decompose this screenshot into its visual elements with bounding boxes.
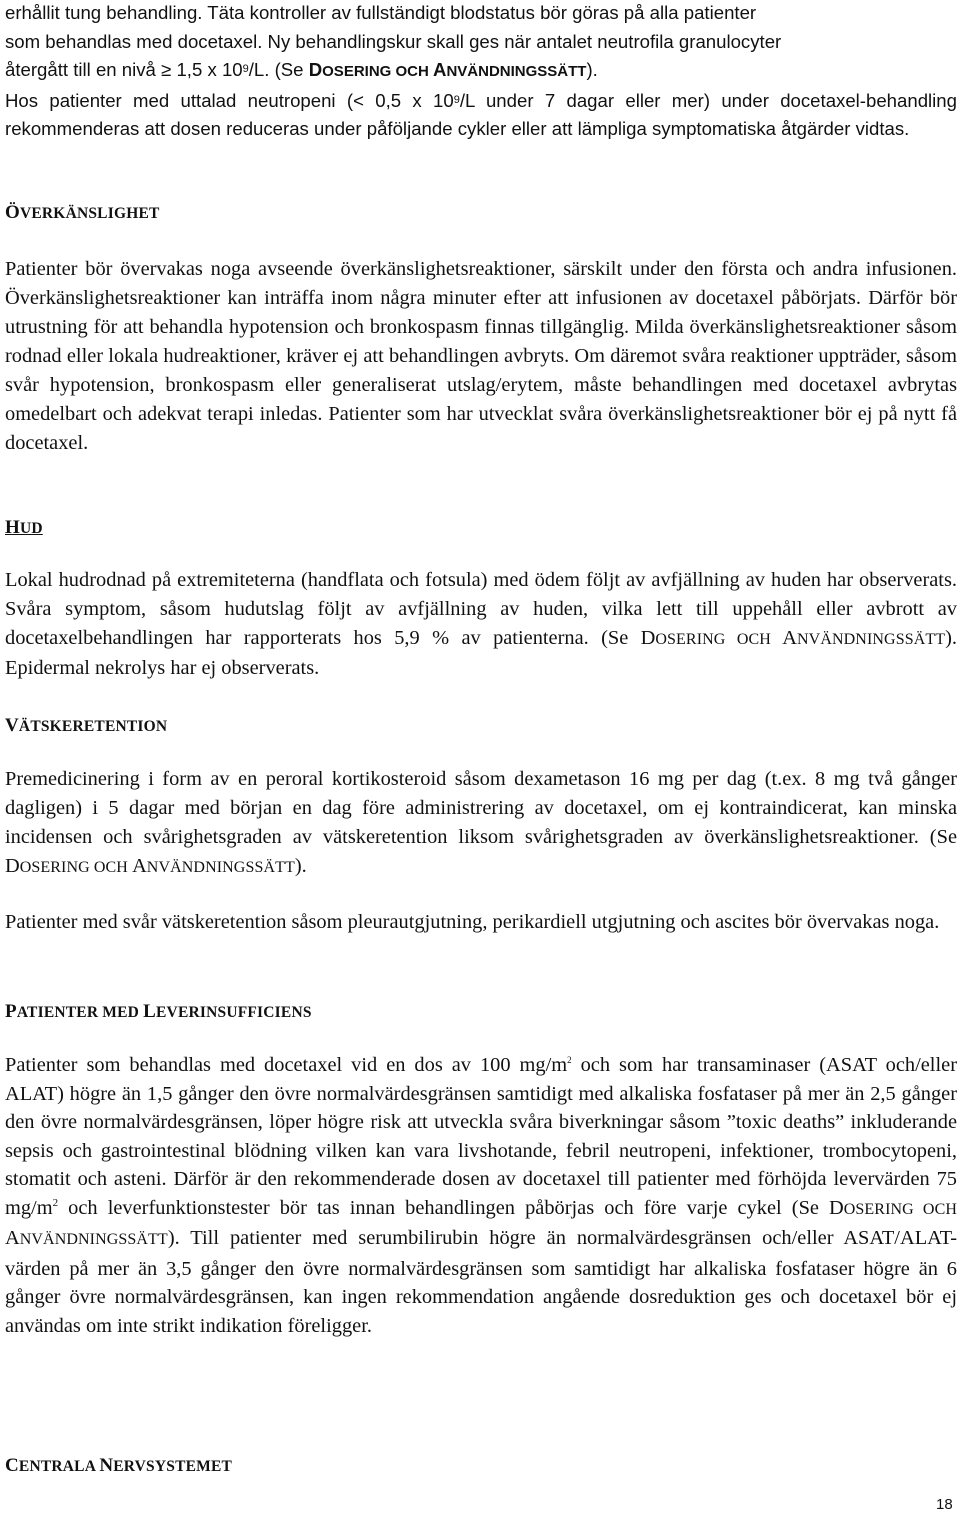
hypersensitivity-heading: ÖVERKÄNSLIGHET [5,202,160,223]
skin-paragraph: Lokal hudrodnad på extremiteterna (handflata och fotsula) med ödem följt av avfjällning av huden har observerats. Svåra symptom, såsom hudutslag följt av avfjällning av huden, vilka lett till uppehåll eller avbrott av docetaxelbehandlingen har rapporterats hos 5,9 % av patienterna. (Se DOSERING OCH ANVÄNDNINGSSÄTT). Epidermal nekrolys har ej observerats. [5,569,957,679]
neutropenia-section [5,0,957,144]
fluid-retention-heading: VÄTSKERETENTION [5,715,168,736]
neutropenia-line-1: erhållit tung behandling. Täta kontroller av fullständigt blodstatus bör göras på alla patienter [5,2,757,23]
fluid-retention-paragraph-1: Premedicinering i form av en peroral kortikosteroid såsom dexametason 16 mg per dag (t.ex. 8 mg två gånger dagligen) i 5 dagar med början en dag före administrering av docetaxel, om ej kontraindicerat, kan minska incidensen och svårighetsgraden av vätskeretention liksom svårighetsgraden av överkänslighetsreaktioner. (Se DOSERING OCH ANVÄNDNINGSSÄTT). [5,768,957,877]
hypersensitivity-paragraph: Patienter bör övervakas noga avseende överkänslighetsreaktioner, särskilt under den första och andra infusionen. Överkänslighetsreaktioner kan inträffa inom några minuter efter att infusionen av docetaxel påbörjats. Därför bör utrustning för att behandla hypotension och bronkospasm finnas tillgänglig. Milda överkänslighetsreaktioner såsom rodnad eller lokala hudreaktioner, kräver ej att behandlingen avbryts. Om däremot svåra reaktioner uppträder, såsom svår hypotension, bronkospasm eller generaliserat utslag/erytem, måste behandlingen med docetaxel avbrytas omedelbart och adekvat terapi inledas. Patienter som har utvecklat svåra överkänslighetsreaktioner bör ej på nytt få docetaxel. [5,258,957,454]
neutropenia-dose-paragraph: Hos patienter med uttalad neutropeni (< 0,5 x $10^9/L$ under 7 dagar eller mer) under docetaxel-behandling rekommenderas att dosen reduceras under påföljande cykler eller att lämpliga symptomatiska åtgärder vidtas. [5,89,957,139]
cross-reference: DOSERING OCH ANVÄNDNINGSSÄTT [640,627,946,649]
cns-heading: CENTRALA NERVSYSTEMET [5,1455,233,1476]
cross-reference: DOSERING OCH ANVÄNDNINGSSÄTT [308,59,587,80]
cross-reference: DOSERING OCH ANVÄNDNINGSSÄTT [5,855,295,877]
neutropenia-line-3: återgått till en nivå ≥ 1,5 x $10^9/L$. (Se DOSERING OCH ANVÄNDNINGSSÄTT). [5,59,598,80]
fluid-retention-paragraph-2: Patienter med svår vätskeretention såsom pleurautgjutning, perikardiell utgjutning och ascites bör övervakas noga. [5,911,940,933]
hepatic-heading: PATIENTER MED LEVERINSUFFICIENS [5,1001,312,1022]
skin-heading: HUD [5,517,43,538]
neutropenia-line-2: som behandlas med docetaxel. Ny behandlingskur skall ges när antalet neutrofila granulocyter [5,30,782,52]
page-number: 18 [936,1496,953,1513]
hepatic-paragraph: Patienter som behandlas med docetaxel vid en dos av 100 $mg/m^2$ och som har transaminaser (ASAT och/eller ALAT) högre än 1,5 gånger den övre normalvärdesgränsen samtidigt med alkaliska fosfataser på mer än 2,5 gånger den övre normalvärdesgränsen, löper högre risk att utveckla svåra biverkningar såsom ”toxic deaths” inkluderande sepsis och gastrointestinal blödning vilken kan vara livshotande, febril neutropeni, infektioner, trombocytopeni, stomatit och asteni. Därför är den rekommenderade dosen av docetaxel till patienter med förhöjda levervärden 75 $mg/m^2$ och leverfunktionstester bör tas innan behandlingen påbörjas och före varje cykel (Se DOSERING OCH ANVÄNDNINGSSÄTT). Till patienter med serumbilirubin högre än normalvärdesgränsen och/eller ASAT/ALAT-värden på mer än 3,5 gånger den övre normalvärdesgränsen som samtidigt har alkaliska fosfataser högre än 6 gånger övre normalvärdesgränsen, kan ingen rekommendation angående dosreduktion ges och docetaxel bör ej användas om inte strikt indikation föreligger. [5,1054,957,1337]
geq-symbol: ≥ [161,59,172,80]
cross-reference: DOSERING OCH ANVÄNDNINGSSÄTT [5,1196,957,1249]
